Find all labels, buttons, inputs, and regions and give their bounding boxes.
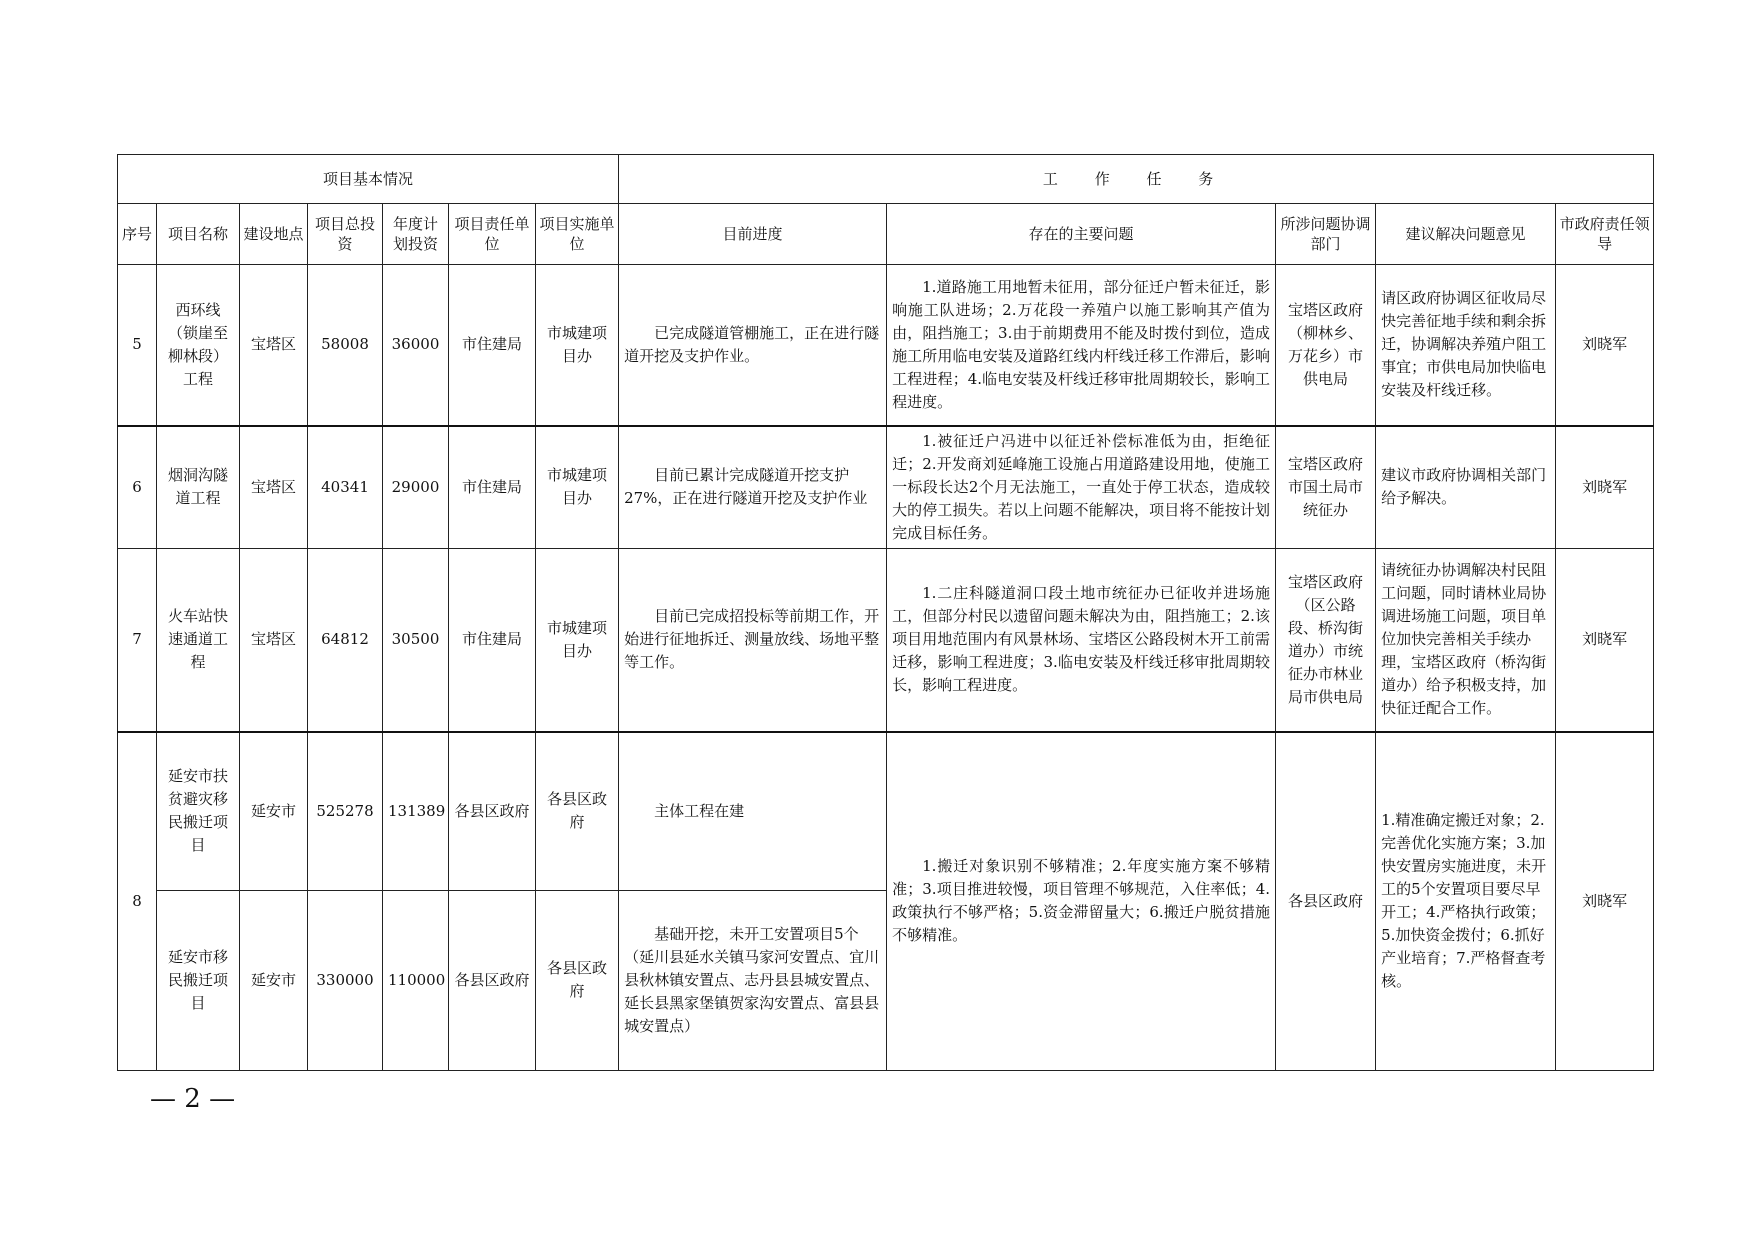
cell-seq: 7 <box>118 548 157 732</box>
page-number: — 2 — <box>150 1084 236 1114</box>
cell-coordination: 宝塔区政府市国土局市统征办 <box>1276 426 1376 549</box>
cell-suggestion: 建议市政府协调相关部门给予解决。 <box>1376 426 1556 549</box>
col-coordination: 所涉问题协调部门 <box>1276 204 1376 265</box>
cell-seq: 8 <box>118 732 157 1070</box>
col-suggestions: 建议解决问题意见 <box>1376 204 1556 265</box>
cell-progress: 已完成隧道管棚施工，正在进行隧道开挖及支护作业。 <box>619 265 887 426</box>
cell-name: 西环线（锁崖至柳林段）工程 <box>157 265 240 426</box>
cell-annual: 131389 <box>383 732 449 890</box>
cell-problems: 1.道路施工用地暂未征用，部分征迁户暂未征迁，影响施工队进场；2.万花段一养殖户以施工影响其产值为由，阻挡施工；3.由于前期费用不能及时拨付到位，造成施工所用临电安装及道路红线内杆线迁移工作滞后，影响工程进程；4.临电安装及杆线迁移审批周期较长，影响工程进度。 <box>887 265 1276 426</box>
cell-coordination: 宝塔区政府（柳林乡、万花乡）市供电局 <box>1276 265 1376 426</box>
cell-seq: 5 <box>118 265 157 426</box>
cell-responsible: 市住建局 <box>449 265 536 426</box>
cell-progress: 主体工程在建 <box>619 732 887 890</box>
cell-name: 延安市移民搬迁项目 <box>157 890 240 1070</box>
col-leader: 市政府责任领导 <box>1556 204 1654 265</box>
cell-responsible: 市住建局 <box>449 548 536 732</box>
cell-leader: 刘晓军 <box>1556 732 1654 1070</box>
cell-total: 64812 <box>308 548 383 732</box>
cell-annual: 29000 <box>383 426 449 549</box>
cell-location: 延安市 <box>240 732 308 890</box>
cell-problems: 1.被征迁户冯进中以征迁补偿标准低为由，拒绝征迁；2.开发商刘延峰施工设施占用道路建设用地，使施工一标段长达2个月无法施工，一直处于停工状态，造成较大的停工损失。若以上问题不能解决，项目将不能按计划完成目标任务。 <box>887 426 1276 549</box>
cell-responsible: 各县区政府 <box>449 732 536 890</box>
col-total-investment: 项目总投资 <box>308 204 383 265</box>
cell-implementer: 市城建项目办 <box>536 426 619 549</box>
col-progress: 目前进度 <box>619 204 887 265</box>
cell-annual: 36000 <box>383 265 449 426</box>
col-seq: 序号 <box>118 204 157 265</box>
cell-coordination: 各县区政府 <box>1276 732 1376 1070</box>
cell-location: 宝塔区 <box>240 426 308 549</box>
cell-total: 330000 <box>308 890 383 1070</box>
cell-location: 宝塔区 <box>240 548 308 732</box>
col-implementing-unit: 项目实施单位 <box>536 204 619 265</box>
col-responsible-unit: 项目责任单位 <box>449 204 536 265</box>
col-annual-plan: 年度计划投资 <box>383 204 449 265</box>
cell-total: 525278 <box>308 732 383 890</box>
cell-total: 40341 <box>308 426 383 549</box>
group-work-tasks: 工 作 任 务 <box>619 155 1654 204</box>
cell-location: 宝塔区 <box>240 265 308 426</box>
cell-name: 烟洞沟隧道工程 <box>157 426 240 549</box>
table-row <box>118 548 1654 732</box>
project-table <box>117 154 1654 1071</box>
cell-progress: 基础开挖，未开工安置项目5个（延川县延水关镇马家河安置点、宜川县秋林镇安置点、志丹县县城安置点、延长县黑家堡镇贺家沟安置点、富县县城安置点） <box>619 890 887 1070</box>
cell-problems: 1.二庄科隧道洞口段土地市统征办已征收并进场施工，但部分村民以遗留问题未解决为由，阻挡施工；2.该项目用地范围内有风景林场、宝塔区公路段树木开工前需迁移，影响工程进度；3.临电安装及杆线迁移审批周期较长，影响工程进度。 <box>887 548 1276 732</box>
cell-problems: 1.搬迁对象识别不够精准；2.年度实施方案不够精准；3.项目推进较慢，项目管理不够规范，入住率低；4.政策执行不够严格；5.资金滞留量大；6.搬迁户脱贫措施不够精准。 <box>887 732 1276 1070</box>
cell-name: 火车站快速通道工程 <box>157 548 240 732</box>
table-row <box>118 426 1654 549</box>
col-name: 项目名称 <box>157 204 240 265</box>
col-problems: 存在的主要问题 <box>887 204 1276 265</box>
cell-suggestion: 请区政府协调区征收局尽快完善征地手续和剩余拆迁，协调解决养殖户阻工事宜；市供电局加快临电安装及杆线迁移。 <box>1376 265 1556 426</box>
cell-leader: 刘晓军 <box>1556 426 1654 549</box>
cell-name: 延安市扶贫避灾移民搬迁项目 <box>157 732 240 890</box>
cell-implementer: 各县区政府 <box>536 890 619 1070</box>
cell-annual: 30500 <box>383 548 449 732</box>
cell-total: 58008 <box>308 265 383 426</box>
cell-implementer: 市城建项目办 <box>536 548 619 732</box>
cell-leader: 刘晓军 <box>1556 265 1654 426</box>
cell-suggestion: 1.精准确定搬迁对象；2.完善优化实施方案；3.加快安置房实施进度，未开工的5个安置项目要尽早开工；4.严格执行政策；5.加快资金拨付；6.抓好产业培育；7.严格督查考核。 <box>1376 732 1556 1070</box>
cell-responsible: 各县区政府 <box>449 890 536 1070</box>
cell-progress: 目前已完成招投标等前期工作，开始进行征地拆迁、测量放线、场地平整等工作。 <box>619 548 887 732</box>
cell-location: 延安市 <box>240 890 308 1070</box>
cell-implementer: 各县区政府 <box>536 732 619 890</box>
column-header-row <box>118 204 1654 265</box>
cell-progress: 目前已累计完成隧道开挖支护27%，正在进行隧道开挖及支护作业 <box>619 426 887 549</box>
cell-annual: 110000 <box>383 890 449 1070</box>
cell-implementer: 市城建项目办 <box>536 265 619 426</box>
cell-seq: 6 <box>118 426 157 549</box>
cell-leader: 刘晓军 <box>1556 548 1654 732</box>
cell-responsible: 市住建局 <box>449 426 536 549</box>
col-location: 建设地点 <box>240 204 308 265</box>
group-basic-info: 项目基本情况 <box>118 155 619 204</box>
cell-suggestion: 请统征办协调解决村民阻工问题，同时请林业局协调进场施工问题，项目单位加快完善相关手续办理，宝塔区政府（桥沟街道办）给予积极支持，加快征迁配合工作。 <box>1376 548 1556 732</box>
table-row <box>118 265 1654 426</box>
cell-coordination: 宝塔区政府（区公路段、桥沟街道办）市统征办市林业局市供电局 <box>1276 548 1376 732</box>
group-header-row <box>118 155 1654 204</box>
table-row <box>118 732 1654 890</box>
